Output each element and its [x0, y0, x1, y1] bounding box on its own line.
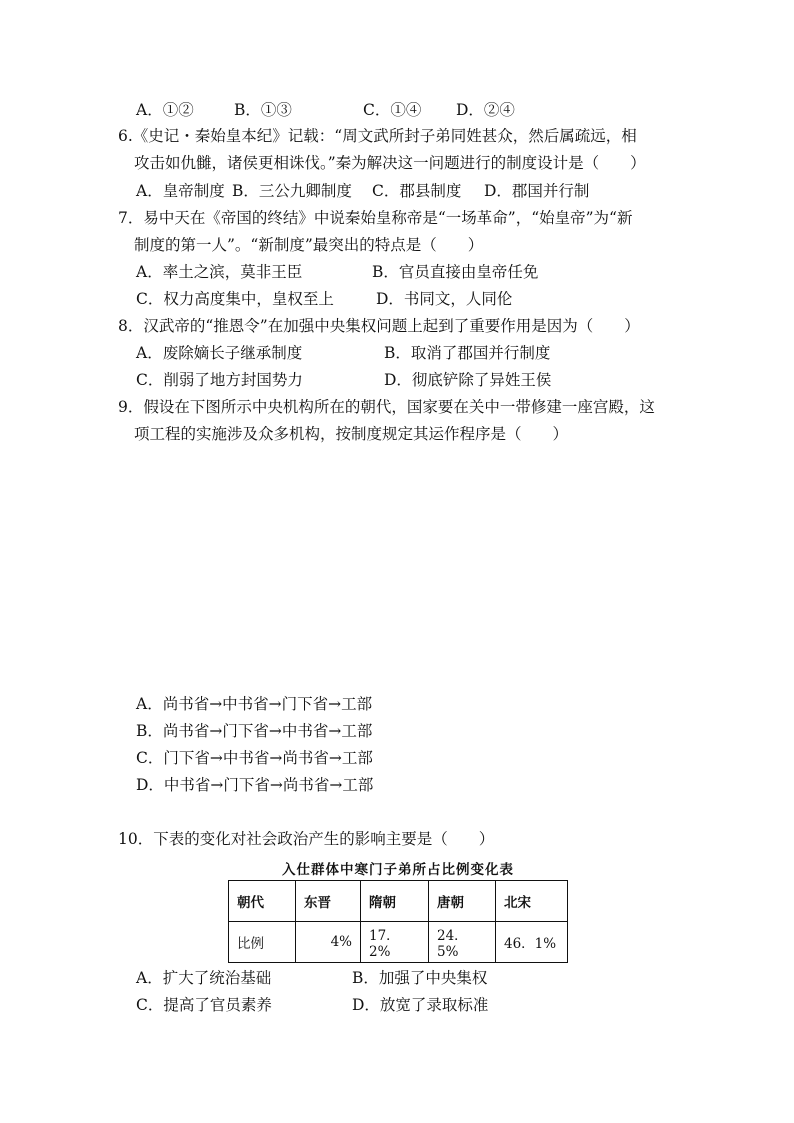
table-cell: 24．5% [429, 922, 496, 963]
table-header-cell: 东晋 [296, 881, 361, 922]
table-header-cell: 唐朝 [429, 881, 496, 922]
q10-option-d: D．放宽了录取标准 [352, 996, 489, 1014]
q6-option-c: C．郡县制度 [372, 182, 462, 200]
ratio-table [228, 880, 568, 963]
q8-stem-line1: 8．汉武帝的“推恩令”在加强中央集权问题上起到了重要作用是因为（ ） [118, 317, 640, 335]
q10-option-b: B．加强了中央集权 [352, 969, 488, 987]
q6-stem-line1: 6.《史记・秦始皇本纪》记载：“周文武所封子弟同姓甚众，然后属疏远，相 [118, 127, 637, 145]
table-header-cell: 朝代 [229, 881, 296, 922]
q7-stem-line1: 7．易中天在《帝国的终结》中说秦始皇称帝是“一场革命”，“始皇帝”为“新 [118, 209, 633, 227]
q10-option-a: A．扩大了统治基础 [136, 969, 272, 987]
q8-option-a: A．废除嫡长子继承制度 [136, 344, 303, 362]
q9-option-b: B．尚书省→门下省→中书省→工部 [136, 722, 373, 740]
q8-option-d: D．彻底铲除了异姓王侯 [384, 371, 552, 389]
q10-stem-line1: 10．下表的变化对社会政治产生的影响主要是（ ） [118, 830, 495, 848]
table-cell: 4% [296, 922, 361, 963]
q7-option-d: D．书同文，人同伦 [376, 290, 513, 308]
q9-stem-line1: 9．假设在下图所示中央机构所在的朝代，国家要在关中一带修建一座宫殿，这 [118, 398, 655, 416]
q6-stem-line2: 攻击如仇雠，诸侯更相诛伐。”秦为解决这一问题进行的制度设计是（ ） [134, 154, 646, 172]
q9-option-a: A．尚书省→中书省→门下省→工部 [136, 695, 373, 713]
table-header-cell: 隋朝 [361, 881, 429, 922]
q9-option-d: D．中书省→门下省→尚书省→工部 [136, 776, 374, 794]
q7-stem-line2: 制度的第一人”。“新制度”最突出的特点是（ ） [134, 236, 484, 254]
q5-option-a: A．①② [136, 101, 194, 119]
q6-option-a: A．皇帝制度 [136, 182, 225, 200]
table-title: 入仕群体中寒门子弟所占比例变化表 [282, 862, 514, 878]
table-row [229, 922, 568, 963]
table-cell: 46．1% [496, 922, 568, 963]
q5-option-c: C．①④ [363, 101, 422, 119]
q10-option-c: C．提高了官员素养 [136, 996, 272, 1014]
q7-option-a: A．率土之滨，莫非王臣 [136, 263, 303, 281]
q6-option-d: D．郡国并行制 [484, 182, 590, 200]
table-header-row [229, 881, 568, 922]
q7-option-b: B．官员直接由皇帝任免 [372, 263, 539, 281]
q5-option-d: D．②④ [456, 101, 515, 119]
q9-stem-line2: 项工程的实施涉及众多机构，按制度规定其运作程序是（ ） [134, 425, 569, 443]
q8-option-b: B．取消了郡国并行制度 [384, 344, 551, 362]
q5-option-b: B．①③ [234, 101, 292, 119]
q6-option-b: B．三公九卿制度 [232, 182, 352, 200]
q7-option-c: C．权力高度集中，皇权至上 [136, 290, 334, 308]
table-header-cell: 北宋 [496, 881, 568, 922]
q8-option-c: C．削弱了地方封国势力 [136, 371, 303, 389]
q9-option-c: C．门下省→中书省→尚书省→工部 [136, 749, 373, 767]
table-cell: 比例 [229, 922, 296, 963]
table-cell: 17．2% [361, 922, 429, 963]
